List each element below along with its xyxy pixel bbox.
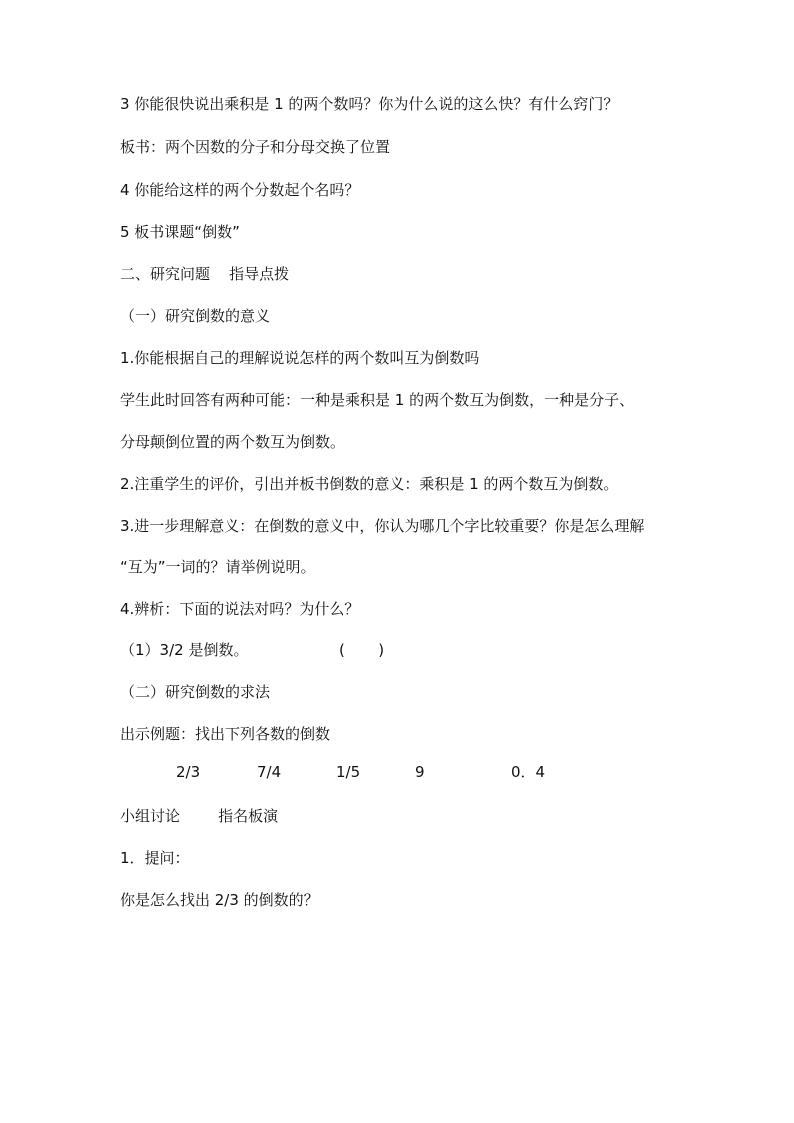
example-number: 1/5 <box>336 763 361 781</box>
text-line-q4: 4 你能给这样的两个分数起个名吗？ <box>120 181 360 199</box>
text-line-question: 你是怎么找出 2/3 的倒数的？ <box>120 891 319 909</box>
text-line-item-1: 1.你能根据自己的理解说说怎样的两个数叫互为倒数吗 <box>120 349 480 367</box>
subsection-heading-1: （一）研究倒数的意义 <box>120 307 271 325</box>
example-number: 0．4 <box>511 763 546 781</box>
text-line-item-2: 2.注重学生的评价，引出并板书倒数的意义：乘积是 1 的两个数互为倒数。 <box>120 475 619 493</box>
example-number: 7/4 <box>257 763 282 781</box>
text-line-judge-1: （1）3/2 是倒数。 ( ) <box>120 641 385 659</box>
example-numbers-row <box>0 762 794 782</box>
text-line-item-4: 4.辨析：下面的说法对吗？为什么？ <box>120 600 360 618</box>
text-line-answer-a: 学生此时回答有两种可能：一种是乘积是 1 的两个数互为倒数，一种是分子、 <box>120 391 635 409</box>
text-line-ask: 1．提问： <box>120 849 190 867</box>
example-number: 9 <box>415 763 425 781</box>
section-heading-2: 二、研究问题 指导点拨 <box>120 265 290 283</box>
example-number: 2/3 <box>176 763 201 781</box>
text-line-q3: 3 你能很快说出乘积是 1 的两个数吗？你为什么说的这么快？有什么窍门？ <box>120 95 619 113</box>
text-line-group-discussion: 小组讨论 指名板演 <box>120 807 279 825</box>
text-line-board-note: 板书：两个因数的分子和分母交换了位置 <box>120 138 391 156</box>
text-line-item-3b: “互为”一词的？请举例说明。 <box>120 558 316 576</box>
text-line-answer-b: 分母颠倒位置的两个数互为倒数。 <box>120 433 346 451</box>
text-line-q5: 5 板书课题“倒数” <box>120 223 240 241</box>
text-line-example: 出示例题：找出下列各数的倒数 <box>120 725 331 743</box>
subsection-heading-2: （二）研究倒数的求法 <box>120 683 271 701</box>
text-line-item-3a: 3.进一步理解意义：在倒数的意义中，你认为哪几个字比较重要？你是怎么理解 <box>120 517 645 535</box>
